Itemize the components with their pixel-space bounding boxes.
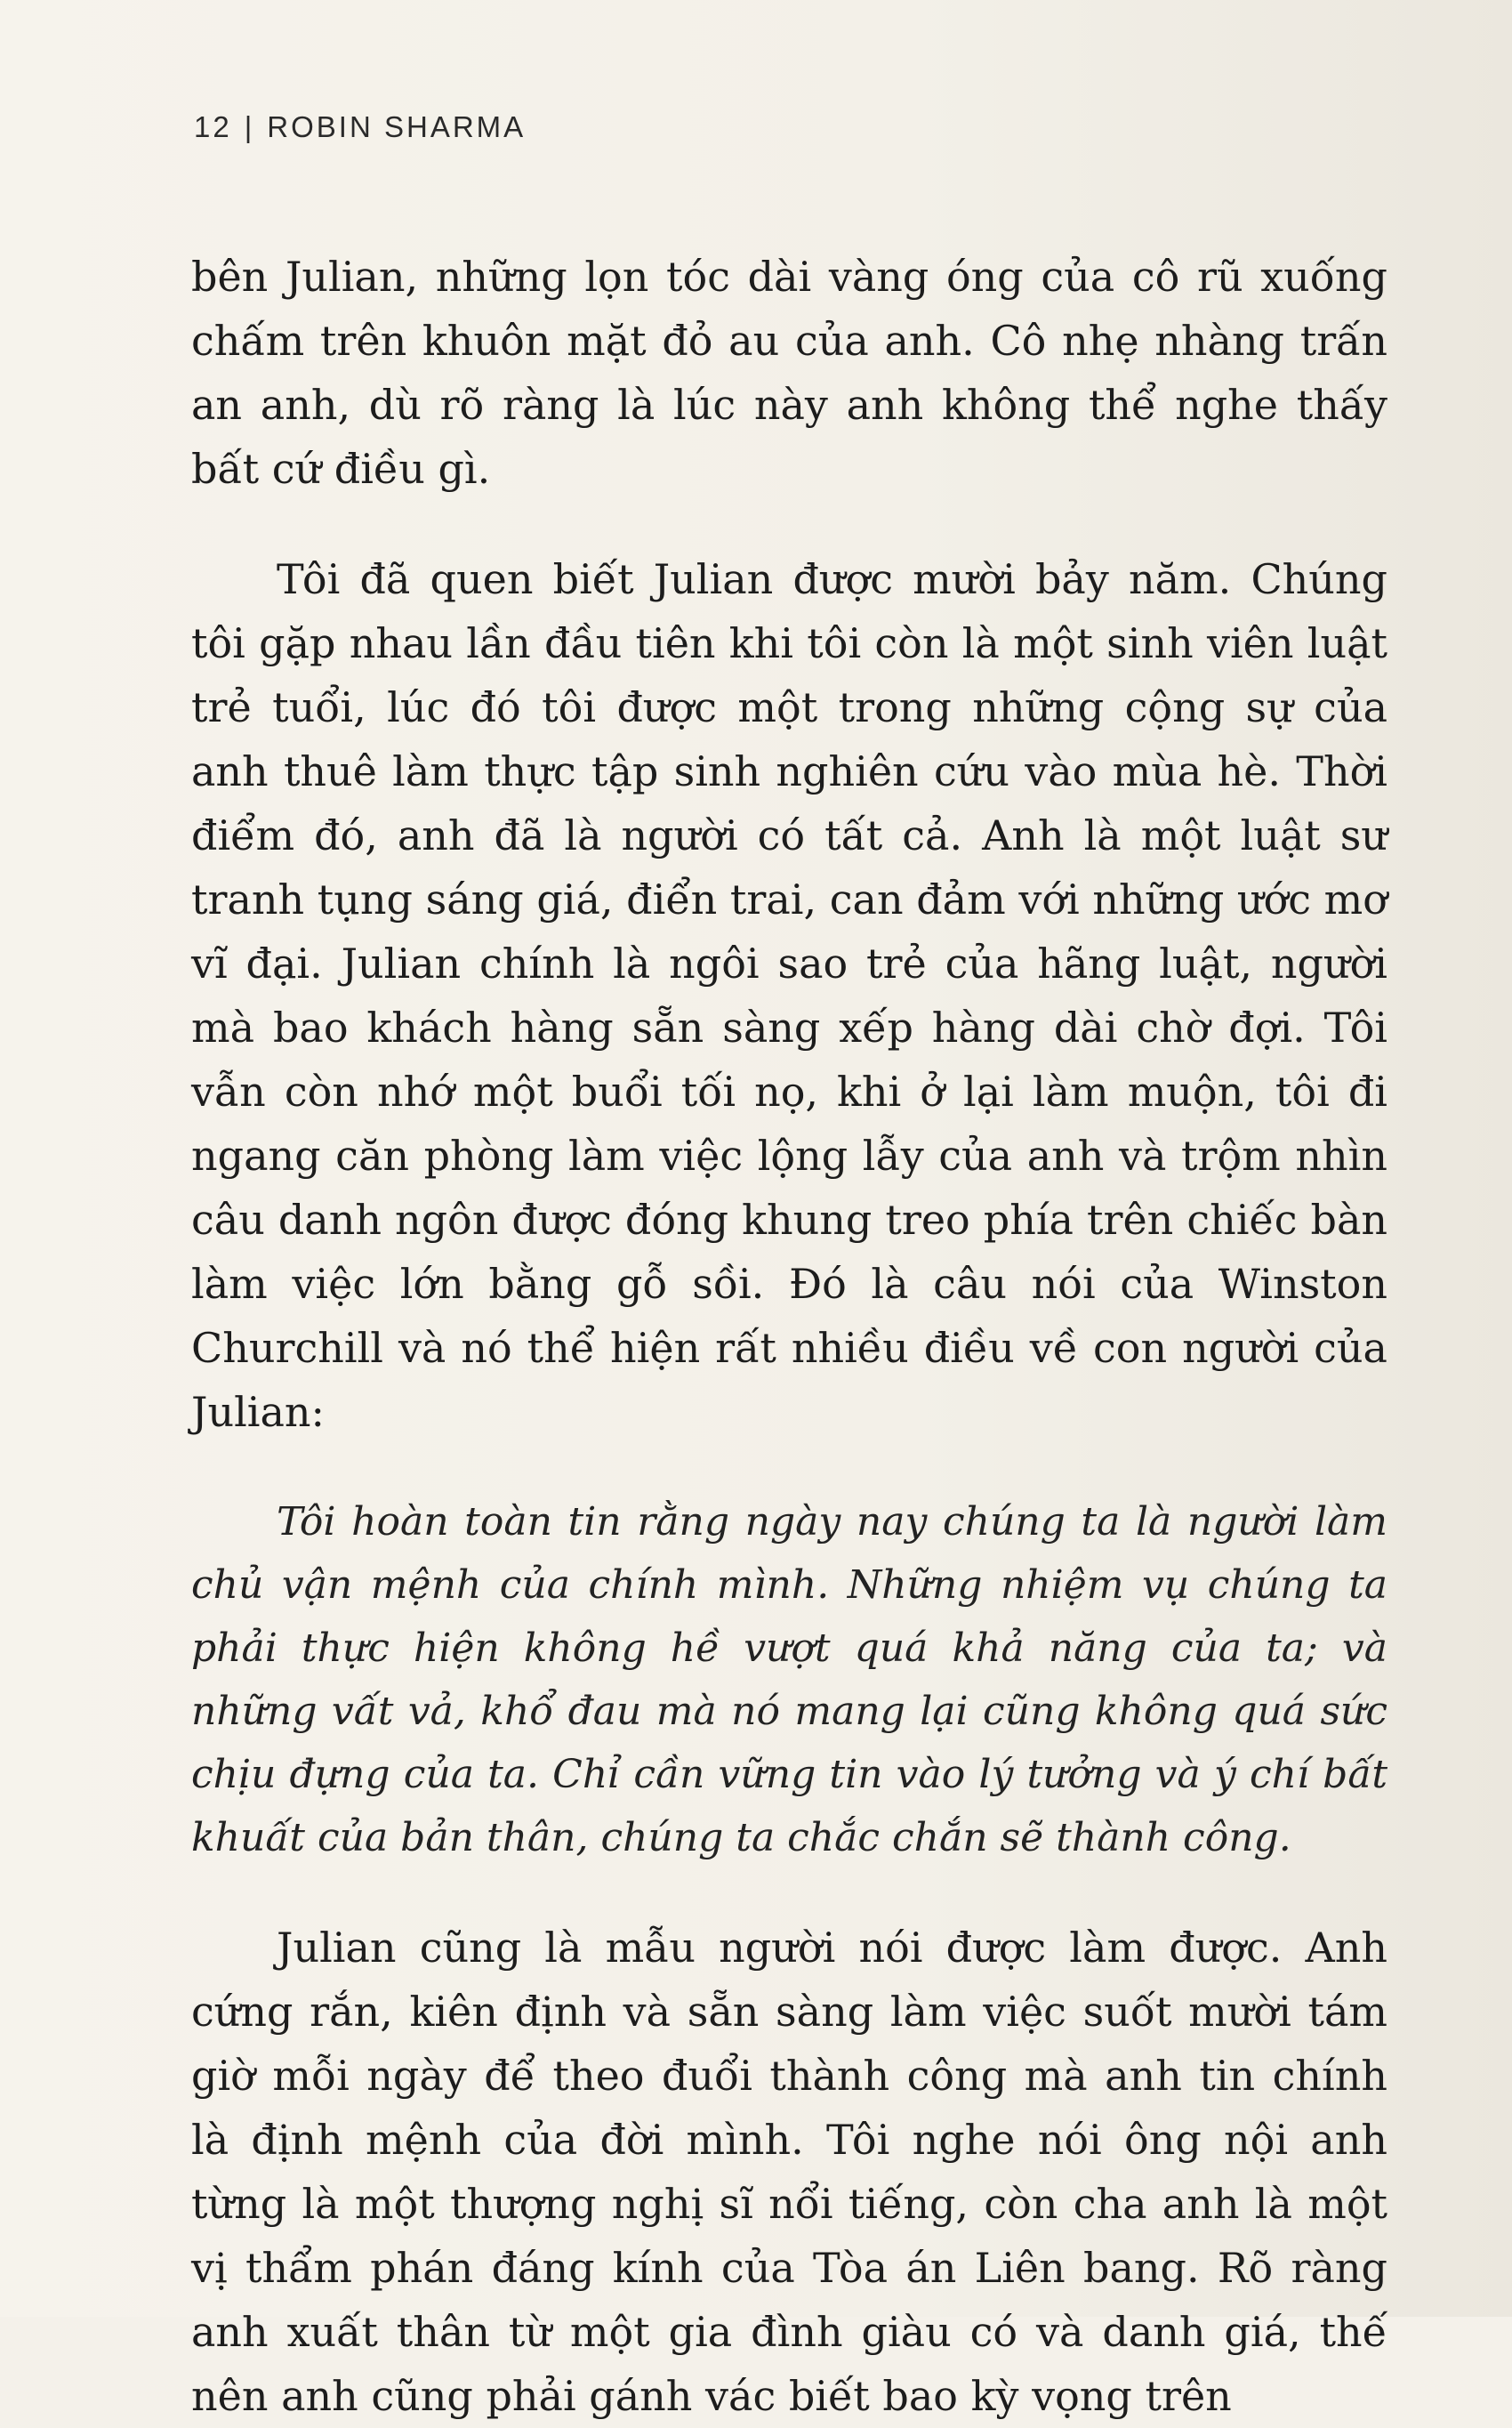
header-separator: | bbox=[244, 110, 255, 143]
running-header bbox=[194, 110, 526, 144]
author-name: ROBIN SHARMA bbox=[267, 110, 527, 143]
churchill-quote: Tôi hoàn toàn tin rằng ngày nay chúng ta là người làm chủ vận mệnh của chính mình. Những nhiệm vụ chúng ta phải thực hiện không hề vượt quá khả năng của ta; và những vất vả, khổ đau mà nó mang lại cũng không quá sức chịu đựng của ta. Chỉ cần vững tin vào lý tưởng và ý chí bất khuất của bản thân, chúng ta chắc chắn sẽ thành công. bbox=[191, 1499, 1387, 1860]
paragraph-julian-introduction: Tôi đã quen biết Julian được mười bảy năm. Chúng tôi gặp nhau lần đầu tiên khi tôi còn là một sinh viên luật trẻ tuổi, lúc đó tôi được một trong những cộng sự của anh thuê làm thực tập sinh nghiên cứu vào mùa hè. Thời điểm đó, anh đã là người có tất cả. Anh là một luật sư tranh tụng sáng giá, điển trai, can đảm với những ước mơ vĩ đại. Julian chính là ngôi sao trẻ của hãng luật, người mà bao khách hàng sẵn sàng xếp hàng dài chờ đợi. Tôi vẫn còn nhớ một buổi tối nọ, khi ở lại làm muộn, tôi đi ngang căn phòng làm việc lộng lẫy của anh và trộm nhìn câu danh ngôn được đóng khung treo phía trên chiếc bàn làm việc lớn bằng gỗ sồi. Đó là câu nói của Winston Churchill và nó thể hiện rất nhiều điều về con người của Julian: bbox=[191, 555, 1387, 1436]
page-body bbox=[191, 245, 1387, 2428]
paragraph-gap bbox=[191, 1444, 1387, 1490]
paragraph-gap bbox=[191, 501, 1387, 547]
page-number: 12 bbox=[194, 110, 232, 143]
paragraph-gap bbox=[191, 1869, 1387, 1916]
paragraph-julian-background: Julian cũng là mẫu người nói được làm được. Anh cứng rắn, kiên định và sẵn sàng làm việc suốt mười tám giờ mỗi ngày để theo đuổi thành công mà anh tin chính là định mệnh của đời mình. Tôi nghe nói ông nội anh từng là một thượng nghị sĩ nổi tiếng, còn cha anh là một vị thẩm phán đáng kính của Tòa án Liên bang. Rõ ràng anh xuất thân từ một gia đình giàu có và danh giá, thế nên anh cũng phải gánh vác biết bao kỳ vọng trên bbox=[191, 1924, 1387, 2420]
paragraph-continuation: bên Julian, những lọn tóc dài vàng óng của cô rũ xuống chấm trên khuôn mặt đỏ au của anh. Cô nhẹ nhàng trấn an anh, dù rõ ràng là lúc này anh không thể nghe thấy bất cứ điều gì. bbox=[191, 253, 1387, 493]
